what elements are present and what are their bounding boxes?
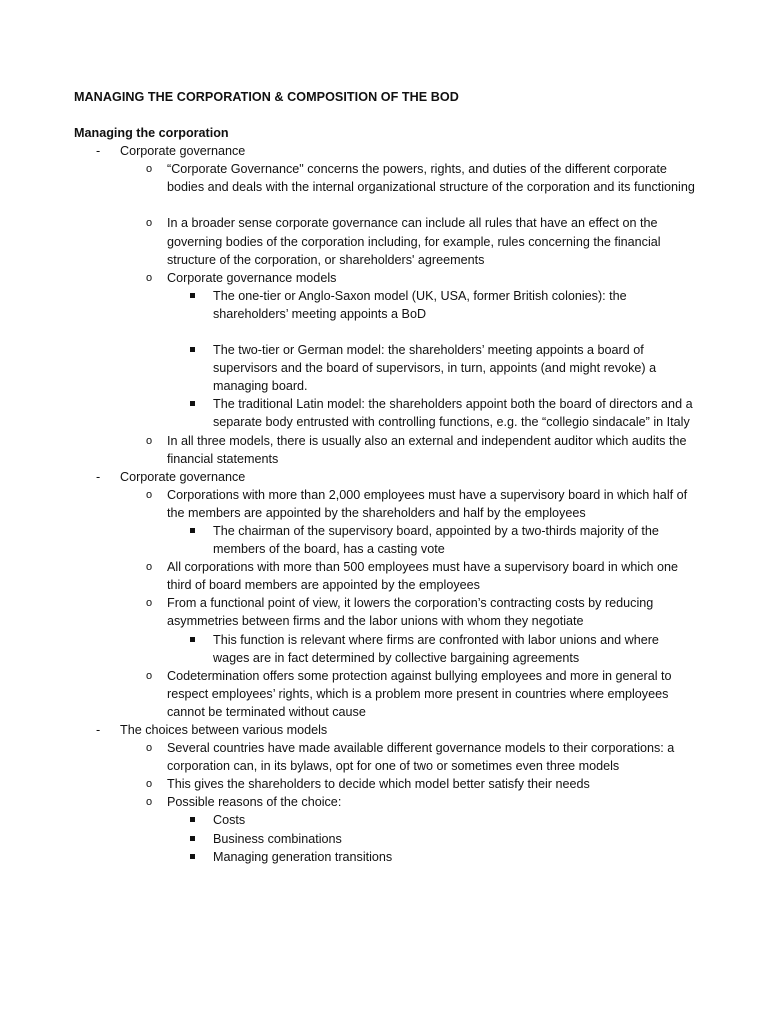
list-item-text: Corporations with more than 2,000 employees must have a supervisory board in which half of the members are appointed by the shareholders and half by the employees [167, 487, 688, 520]
list-item [120, 160, 698, 196]
dash-bullet: - [96, 469, 101, 484]
list-item-text: “Corporate Governance" concerns the powers, rights, and duties of the different corporate bodies and deals with the internal organizational structure of the corporation and its functioning [167, 162, 695, 195]
square-bullet-icon [190, 528, 195, 533]
blank-line [120, 196, 698, 214]
list-item [120, 667, 698, 721]
sub-sub-list [167, 522, 698, 558]
list-item-text: In all three models, there is usually also an external and independent auditor which audits the financial statements [167, 433, 687, 466]
list-item-text: Costs [213, 813, 246, 828]
circle-bullet: o [146, 669, 153, 682]
list-item-text: The traditional Latin model: the shareholders appoint both the board of directors and a separate body entrusted with controlling functions, e.g. the “collegio sindacale” in Italy [213, 397, 693, 430]
square-bullet-icon [190, 817, 195, 822]
list-item [120, 594, 698, 666]
dash-bullet: - [96, 723, 101, 737]
list-item [120, 793, 698, 865]
list-item [120, 432, 698, 468]
square-bullet-icon [190, 637, 195, 642]
list-item-text: Managing generation transitions [213, 849, 393, 864]
outline-item-choices-between-models [74, 721, 698, 866]
list-item-text: In a broader sense corporate governance can include all rules that have an effect on the governing bodies of the corporation including, for example, rules concerning the financial structure of the corporation, or shareholders' agreements [167, 216, 661, 267]
section-heading: Managing the corporation [74, 126, 229, 141]
list-item-text: Codetermination offers some protection against bullying employees and more in general to respect employees’ rights, which is a problem more present in countries where employees cannot be terminated without cause [167, 668, 672, 719]
circle-bullet: o [146, 597, 153, 610]
circle-bullet: o [146, 488, 153, 501]
sub-list [120, 486, 698, 721]
list-item [120, 269, 698, 432]
sub-list [120, 160, 698, 467]
list-item [167, 395, 698, 431]
list-item-text: This gives the shareholders to decide which model better satisfy their needs [167, 777, 590, 792]
sub-sub-list [167, 631, 698, 667]
list-item-text: All corporations with more than 500 employees must have a supervisory board in which one third of board members are appointed by the employees [167, 560, 679, 593]
list-item [167, 341, 698, 395]
square-bullet-icon [190, 836, 195, 841]
document-title: MANAGING THE CORPORATION & COMPOSITION OF THE BOD [74, 90, 459, 104]
circle-bullet: o [146, 271, 153, 284]
circle-bullet: o [146, 434, 153, 447]
sub-list [120, 739, 698, 866]
circle-bullet: o [146, 561, 153, 574]
outline-list [74, 142, 698, 866]
list-item [167, 287, 698, 323]
outline-item-corporate-governance-1 [74, 142, 698, 468]
circle-bullet: o [146, 778, 153, 791]
outline-item-label: Corporate governance [120, 469, 246, 484]
circle-bullet: o [146, 796, 153, 809]
list-item-text: Corporate governance models [167, 270, 337, 285]
list-item [120, 558, 698, 594]
circle-bullet: o [146, 163, 153, 176]
square-bullet-icon [190, 347, 195, 352]
list-item-text: Possible reasons of the choice: [167, 795, 342, 810]
square-bullet-icon [190, 854, 195, 859]
list-item-text: The two-tier or German model: the shareholders’ meeting appoints a board of supervisors and the board of supervisors, in turn, appoints (and might revoke) a managing board. [213, 343, 657, 394]
circle-bullet: o [146, 742, 153, 755]
list-item-text: The one-tier or Anglo-Saxon model (UK, USA, former British colonies): the shareholders’ meeting appoints a BoD [213, 288, 627, 321]
outline-item-label: Corporate governance [120, 144, 246, 159]
dash-bullet: - [96, 144, 101, 159]
list-item [120, 739, 698, 775]
outline-item-label: The choices between various models [120, 723, 328, 737]
sub-sub-list [167, 287, 698, 432]
list-item [167, 811, 698, 829]
square-bullet-icon [190, 401, 195, 406]
list-item [120, 214, 698, 268]
list-item [167, 631, 698, 667]
list-item [167, 830, 698, 848]
list-item [167, 522, 698, 558]
outline-item-corporate-governance-2 [74, 468, 698, 721]
list-item [120, 486, 698, 558]
list-item [167, 848, 698, 866]
square-bullet-icon [190, 293, 195, 298]
list-item-text: The chairman of the supervisory board, appointed by a two-thirds majority of the members of the board, has a casting vote [213, 523, 659, 557]
circle-bullet: o [146, 217, 153, 230]
list-item-text: Several countries have made available different governance models to their corporations: a corporation can, in its bylaws, opt for one of two or sometimes even three models [167, 741, 675, 774]
list-item-text: From a functional point of view, it lowers the corporation’s contracting costs by reducing asymmetries between firms and the labor unions with whom they negotiate [167, 596, 654, 629]
sub-sub-list [167, 811, 698, 865]
list-item [120, 775, 698, 793]
list-item-text: Business combinations [213, 831, 342, 846]
blank-line [167, 323, 698, 341]
list-item-text: This function is relevant where firms are confronted with labor unions and where wages are in fact determined by collective bargaining agreements [213, 632, 659, 665]
